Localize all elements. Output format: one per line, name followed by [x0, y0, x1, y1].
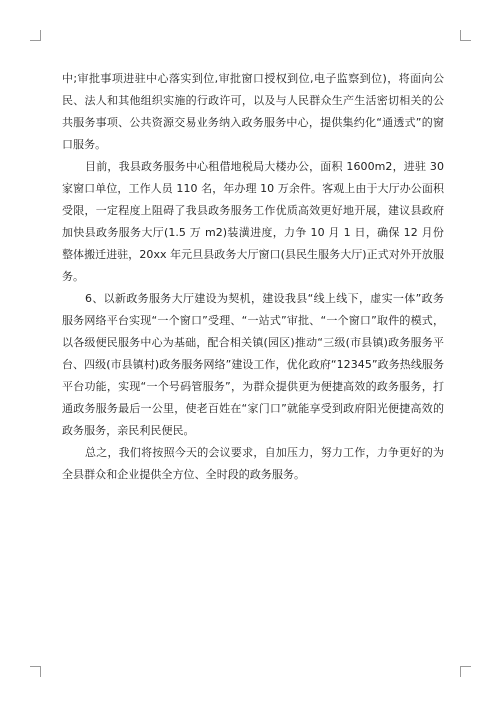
paragraph: 中;审批事项进驻中心落实到位,审批窗口授权到位,电子监察到位)，将面向公民、法人和其他组织实施的行政许可，以及与人民群众生产生活密切相关的公共服务事项、公共资源交易业务纳入政务服务中心，提供集约化“通透式”的窗口服务。 [62, 72, 444, 151]
paragraph: 总之，我们将按照今天的会议要求，自加压力，努力工作，力争更好的为全县群众和企业提供全方位、全时段的政务服务。 [62, 446, 444, 481]
crop-mark-top-right [460, 30, 471, 41]
crop-mark-bottom-left [30, 666, 41, 677]
crop-mark-bottom-right [460, 666, 471, 677]
paragraph: 目前，我县政务服务中心租借地税局大楼办公，面积 1600m2，进驻 30 家窗口单位，工作人员 110 名，年办理 10 万余件。客观上由于大厅办公面积受限，一定程度上阻碍了我县政务服务工作优质高效更好地开展，建议县政府加快县政务服务大厅(1.5 万 m2)装潢进度，力争 10 月 1 日，确保 12 月份整体搬迁进驻，20xx 年元旦县政务大厅窗口(县民生服务大厅)正式对外开放服务。 [62, 160, 444, 283]
document-body [62, 68, 444, 486]
crop-mark-top-left [30, 30, 41, 41]
paragraph: 6、以新政务服务大厅建设为契机，建设我县“线上线下，虚实一体”政务服务网络平台实现“一个窗口”受理、“一站式”审批、“一个窗口”取件的模式，以各级便民服务中心为基础，配合相关镇(园区)推动“三级(市县镇)政务服务平台、四级(市县镇村)政务服务网络”建设工作，优化政府“12345”政务热线服务平台功能，实现“一个号码管服务”，为群众提供更为便捷高效的政务服务，打通政务服务最后一公里，使老百姓在“家门口”就能享受到政府阳光便捷高效的政务服务，亲民利民便民。 [62, 292, 444, 437]
